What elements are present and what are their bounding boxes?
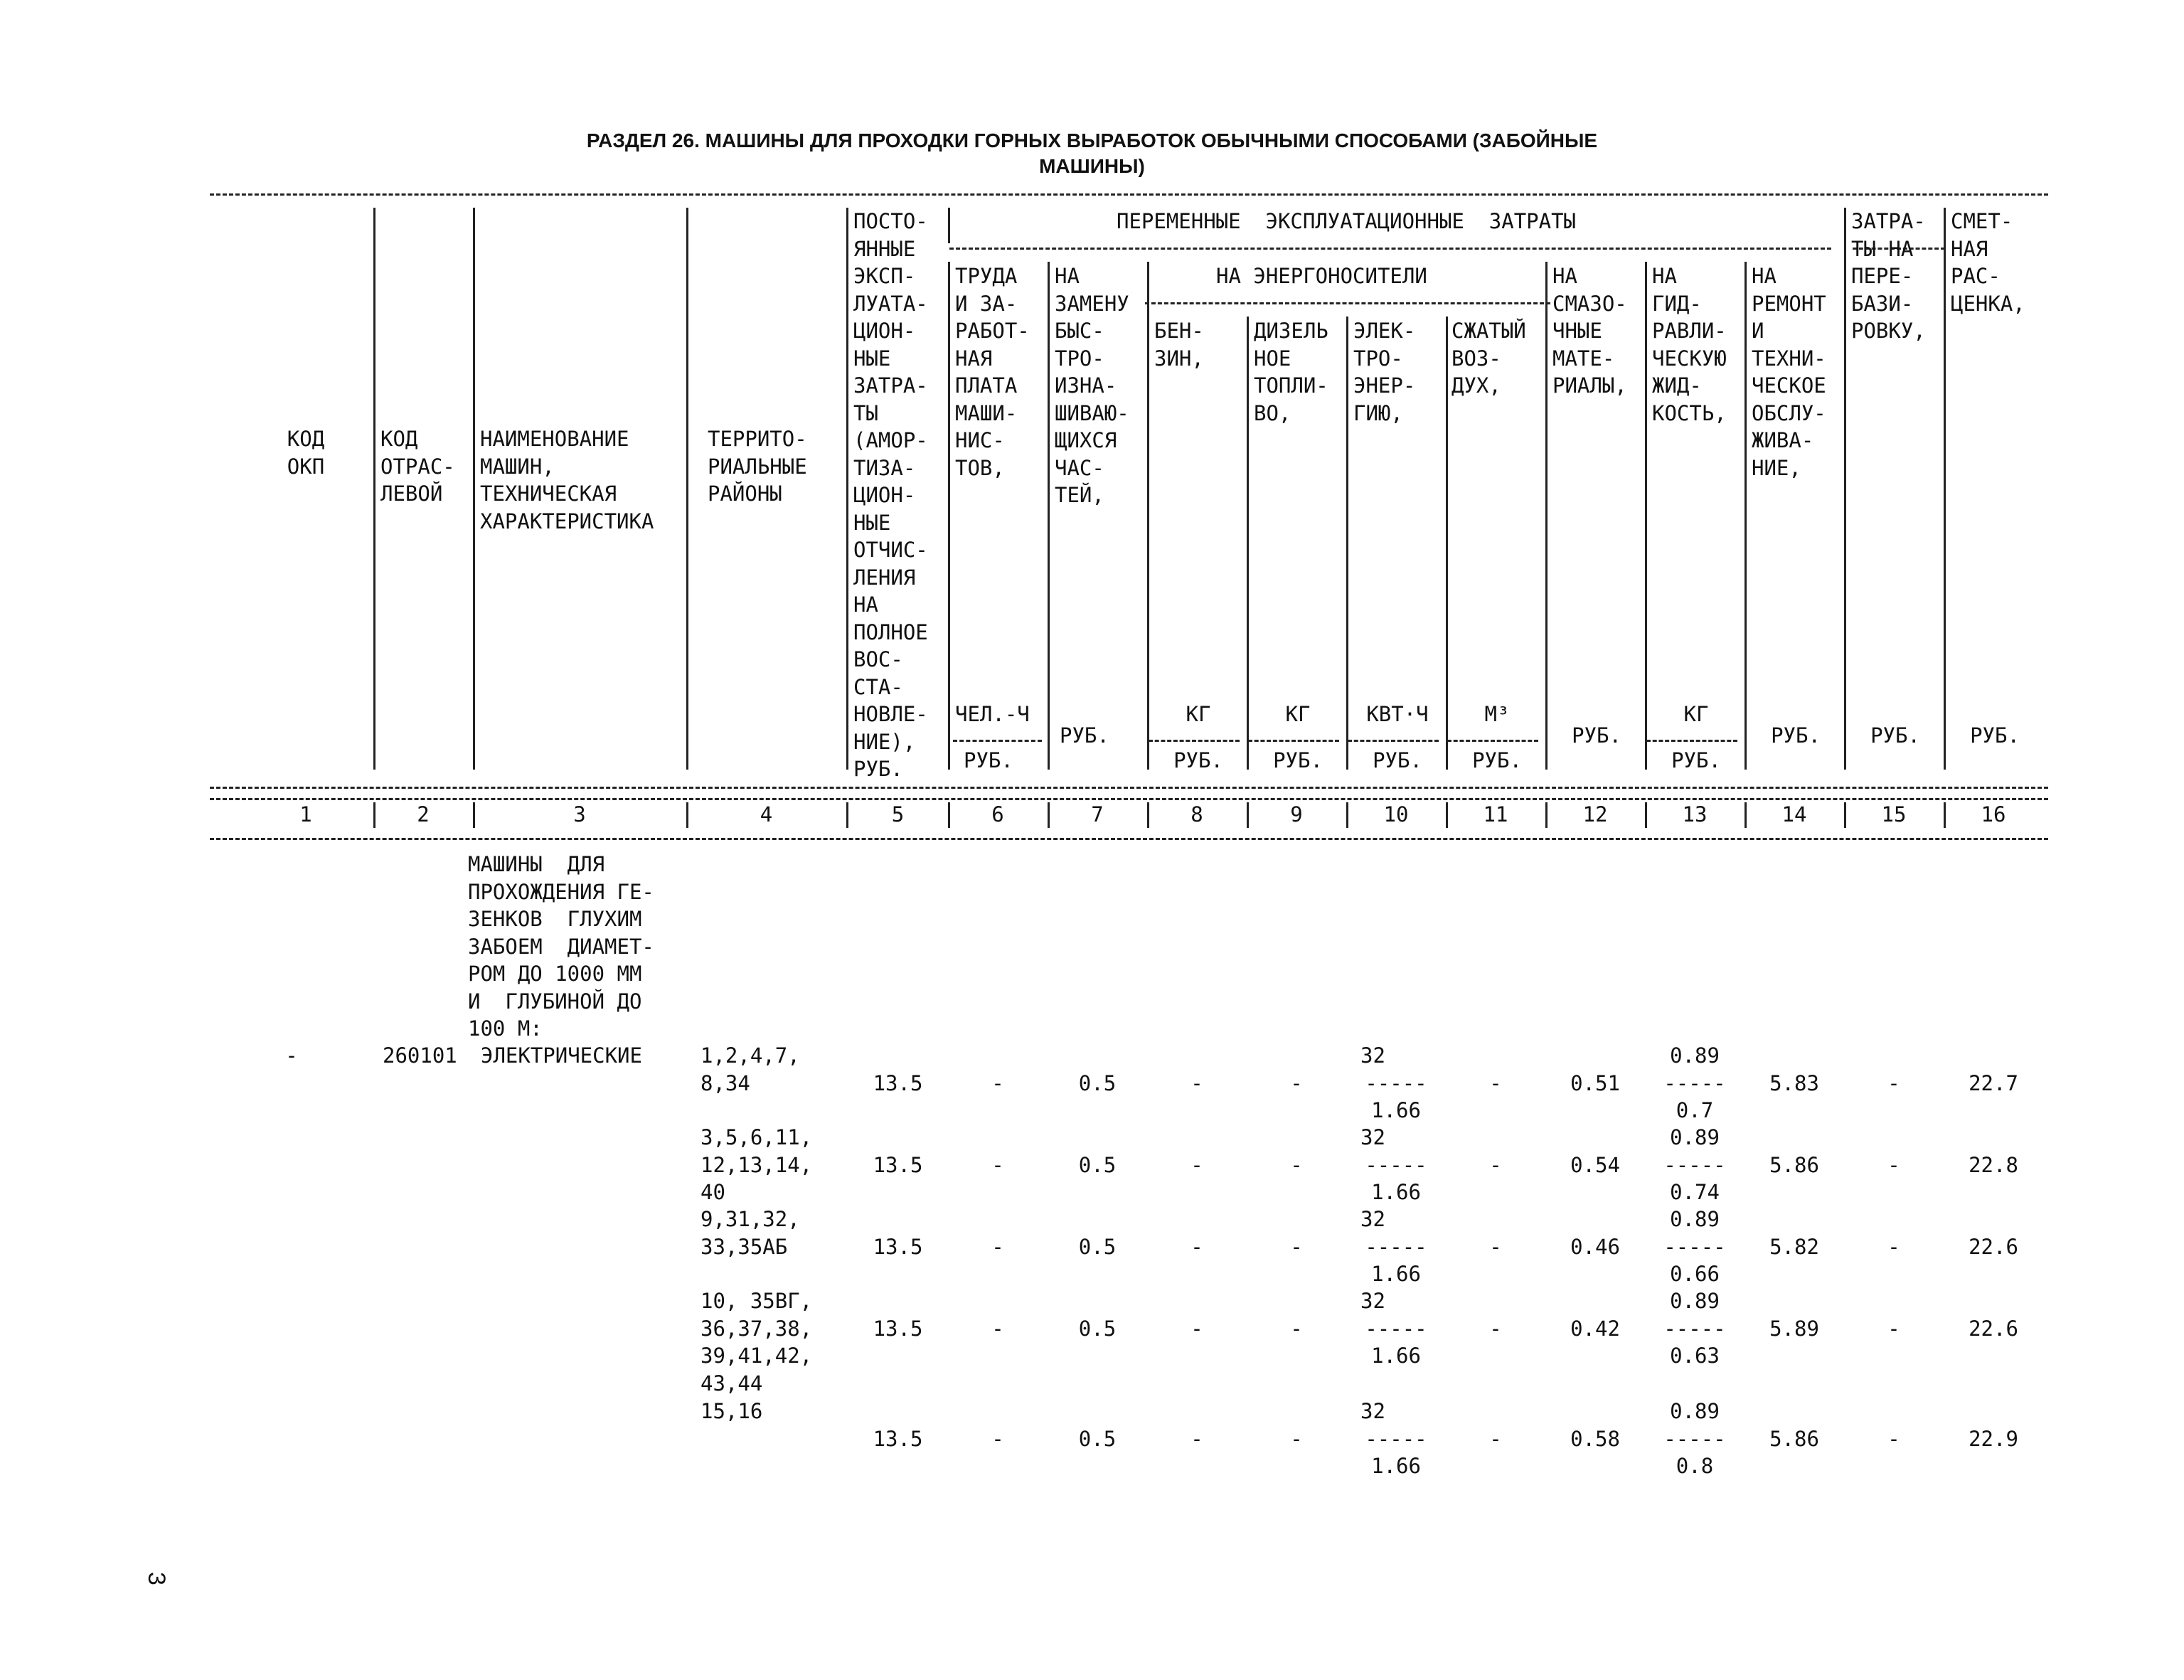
row-benzin: - [1190, 1070, 1203, 1095]
colnum-13: 13 [1682, 802, 1708, 826]
colnum-sep [1545, 802, 1548, 828]
row-remont: 5.83 [1769, 1070, 1819, 1095]
row-gidr-dash: ----- [1663, 1234, 1726, 1259]
row-elektro-bot: 1.66 [1371, 1262, 1421, 1286]
row-elektro-bot: 1.66 [1371, 1454, 1421, 1478]
row-smeta: 22.9 [1969, 1426, 2018, 1451]
hdr-benzin-rub: РУБ. [1173, 748, 1223, 772]
hdr-benzin: БЕН- ЗИН, [1154, 319, 1204, 371]
row-pereb: - [1887, 1426, 1900, 1451]
row-elektro-bot: 1.66 [1371, 1344, 1421, 1368]
benzin-unit-rule [1149, 740, 1240, 742]
col-sep-1 [373, 208, 375, 770]
colnum-11: 11 [1483, 802, 1508, 826]
row-regions: 3,5,6,11, 12,13,14, 40 [701, 1125, 813, 1204]
hdr-smeta: СМЕТ- НАЯ РАС- ЦЕНКА, [1951, 209, 2025, 316]
energo-sub-rule [1145, 302, 1550, 304]
hdr-dizel: ДИЗЕЛЬ НОЕ ТОПЛИ- ВО, [1254, 319, 1328, 425]
hdr-elektro-rub: РУБ. [1373, 748, 1422, 772]
dizel-unit-rule [1248, 740, 1339, 742]
row-gidr-top: 0.89 [1670, 1043, 1720, 1068]
row-zamena: 0.5 [1078, 1316, 1117, 1341]
row-benzin: - [1190, 1426, 1203, 1451]
gidr-unit-rule [1646, 740, 1737, 742]
hdr-zamena-unit: РУБ. [1060, 723, 1109, 748]
item-kod-otr: 260101 [383, 1043, 457, 1068]
hdr-truda-unit: ЧЕЛ.-Ч [955, 702, 1030, 726]
row-smaz: 0.58 [1570, 1426, 1620, 1451]
row-regions: 1,2,4,7, 8,34 [701, 1043, 800, 1095]
group-title: МАШИНЫ ДЛЯ ПРОХОЖДЕНИЯ ГЕ- ЗЕНКОВ ГЛУХИМ ЗАБОЕМ ДИАМЕТ- РОМ ДО 1000 ММ И ГЛУБИНОЙ ДО 100 М: [468, 852, 654, 1041]
elektro-unit-rule [1348, 740, 1439, 742]
row-elektro-dash: ----- [1365, 1070, 1427, 1095]
colnum-16: 16 [1981, 802, 2006, 826]
colnum-8: 8 [1190, 802, 1203, 826]
row-remont: 5.82 [1769, 1234, 1819, 1259]
hdr-gidr: НА ГИД- РАВЛИ- ЧЕСКУЮ ЖИД- КОСТЬ, [1652, 264, 1727, 425]
hdr-gidr-unit: КГ [1683, 702, 1709, 726]
row-post: 13.5 [873, 1234, 923, 1259]
col-sep-6 [1048, 262, 1050, 770]
row-dizel: - [1290, 1426, 1303, 1451]
row-gidr-bot: 0.7 [1676, 1098, 1714, 1122]
row-gidr-dash: ----- [1663, 1316, 1726, 1341]
row-gidr-dash: ----- [1663, 1070, 1726, 1095]
col-sep-9 [1346, 317, 1348, 770]
perem-sub-rule [949, 248, 1831, 250]
colnum-4: 4 [760, 802, 773, 826]
row-vozduh: - [1489, 1316, 1502, 1341]
row-pereb: - [1887, 1234, 1900, 1259]
row-regions: 10, 35ВГ, 36,37,38, 39,41,42, 43,44 [701, 1289, 813, 1395]
row-dizel: - [1290, 1234, 1303, 1259]
row-pereb: - [1887, 1152, 1900, 1177]
header-bottom-rule [210, 787, 2048, 789]
hdr-truda: ТРУДА И ЗА- РАБОТ- НАЯ ПЛАТА МАШИ- НИС- ТОВ, [955, 264, 1030, 480]
hdr-vozduh-rub: РУБ. [1472, 748, 1522, 772]
row-gidr-top: 0.89 [1670, 1125, 1720, 1149]
col-sep-13 [1744, 262, 1747, 770]
hdr-pereb-unit: РУБ. [1870, 723, 1920, 748]
row-truda: - [991, 1426, 1004, 1451]
colnum-sep [1944, 802, 1946, 828]
row-post: 13.5 [873, 1316, 923, 1341]
col-sep-12 [1645, 262, 1647, 770]
row-regions: 15,16 [701, 1399, 763, 1423]
row-post: 13.5 [873, 1070, 923, 1095]
hdr-vozduh-unit: М³ [1484, 702, 1510, 726]
row-smeta: 22.6 [1969, 1316, 2018, 1341]
hdr-zamena: НА ЗАМЕНУ БЫС- ТРО- ИЗНА- ШИВАЮ- ЩИХСЯ ЧАС- ТЕЙ, [1055, 264, 1129, 507]
row-post: 13.5 [873, 1426, 923, 1451]
colnum-6: 6 [991, 802, 1004, 826]
row-zamena: 0.5 [1078, 1070, 1117, 1095]
hdr-post: ПОСТО- ЯННЫЕ ЭКСП- ЛУАТА- ЦИОН- НЫЕ ЗАТРА- ТЫ (АМОР- ТИЗА- ЦИОН- НЫЕ ОТЧИС- ЛЕНИЯ НА ПОЛНОЕ ВОС- СТА- НОВЛЕ- НИЕ), РУБ. [853, 209, 928, 781]
col-sep-5a [948, 208, 950, 243]
hdr-smaz: НА СМАЗО- ЧНЫЕ МАТЕ- РИАЛЫ, [1552, 264, 1627, 398]
row-smeta: 22.8 [1969, 1152, 2018, 1177]
colnum-12: 12 [1582, 802, 1608, 826]
hdr-energo: НА ЭНЕРГОНОСИТЕЛИ [1216, 264, 1427, 288]
colnum-sep [1744, 802, 1747, 828]
colnum-sep [1247, 802, 1249, 828]
colnum-sep [473, 802, 475, 828]
col-sep-8 [1247, 317, 1249, 770]
row-gidr-bot: 0.63 [1670, 1344, 1720, 1368]
hdr-perem: ПЕРЕМЕННЫЕ ЭКСПЛУАТАЦИОННЫЕ ЗАТРАТЫ [1117, 209, 1577, 233]
col-sep-15 [1944, 208, 1946, 770]
colnum-sep [1346, 802, 1348, 828]
colnum-14: 14 [1781, 802, 1807, 826]
row-elektro-top: 32 [1360, 1289, 1385, 1313]
row-truda: - [991, 1316, 1004, 1341]
hdr-smaz-unit: РУБ. [1572, 723, 1621, 748]
row-smeta: 22.7 [1969, 1070, 2018, 1095]
header-top-rule [210, 193, 2048, 196]
row-benzin: - [1190, 1152, 1203, 1177]
row-dizel: - [1290, 1152, 1303, 1177]
row-gidr-top: 0.89 [1670, 1207, 1720, 1231]
row-zamena: 0.5 [1078, 1426, 1117, 1451]
hdr-elektro-unit: КВТ·Ч [1366, 702, 1429, 726]
row-elektro-bot: 1.66 [1371, 1180, 1421, 1204]
hdr-naim: НАИМЕНОВАНИЕ МАШИН, ТЕХНИЧЕСКАЯ ХАРАКТЕРИСТИКА [480, 427, 654, 533]
hdr-dizel-unit: КГ [1285, 702, 1311, 726]
col-sep-11 [1545, 262, 1548, 770]
hdr-kod-okp: КОД ОКП [287, 427, 325, 479]
hdr-terr: ТЕРРИТО- РИАЛЬНЫЕ РАЙОНЫ [708, 427, 807, 506]
col-sep-2 [473, 208, 475, 770]
row-regions: 9,31,32, 33,35АБ [701, 1207, 800, 1259]
page-number: 3 [142, 1572, 170, 1585]
row-truda: - [991, 1070, 1004, 1095]
row-vozduh: - [1489, 1070, 1502, 1095]
hdr-gidr-rub: РУБ. [1671, 748, 1721, 772]
hdr-smeta-unit: РУБ. [1970, 723, 2020, 748]
colnum-1: 1 [299, 802, 312, 826]
row-elektro-dash: ----- [1365, 1426, 1427, 1451]
row-gidr-dash: ----- [1663, 1152, 1726, 1177]
colnum-sep [948, 802, 950, 828]
row-remont: 5.89 [1769, 1316, 1819, 1341]
row-smaz: 0.51 [1570, 1070, 1620, 1095]
vozduh-unit-rule [1447, 740, 1538, 742]
colnum-5: 5 [891, 802, 905, 826]
row-vozduh: - [1489, 1426, 1502, 1451]
hdr-elektro: ЭЛЕК- ТРО- ЭНЕР- ГИЮ, [1353, 319, 1416, 425]
col-sep-5b [948, 262, 950, 770]
row-elektro-top: 32 [1360, 1207, 1385, 1231]
colnum-sep [686, 802, 688, 828]
row-elektro-dash: ----- [1365, 1316, 1427, 1341]
colnum-bottom-rule [210, 838, 2048, 840]
colnum-7: 7 [1091, 802, 1104, 826]
row-vozduh: - [1489, 1152, 1502, 1177]
colnum-15: 15 [1881, 802, 1907, 826]
colnum-sep [1446, 802, 1448, 828]
section-title-line1: РАЗДЕЛ 26. МАШИНЫ ДЛЯ ПРОХОДКИ ГОРНЫХ ВЫРАБОТОК ОБЫЧНЫМИ СПОСОБАМИ (ЗАБОЙНЫЕ [586, 129, 1598, 151]
colnum-10: 10 [1383, 802, 1409, 826]
col-sep-3 [686, 208, 688, 770]
col-sep-4 [846, 208, 848, 770]
colnum-sep [1147, 802, 1149, 828]
col-sep-10 [1446, 317, 1448, 770]
row-smaz: 0.54 [1570, 1152, 1620, 1177]
row-zamena: 0.5 [1078, 1152, 1117, 1177]
row-elektro-dash: ----- [1365, 1152, 1427, 1177]
row-elektro-dash: ----- [1365, 1234, 1427, 1259]
row-gidr-top: 0.89 [1670, 1289, 1720, 1313]
hdr-benzin-unit: КГ [1186, 702, 1211, 726]
row-zamena: 0.5 [1078, 1234, 1117, 1259]
row-gidr-bot: 0.8 [1676, 1454, 1714, 1478]
col-sep-7 [1147, 262, 1149, 770]
row-smaz: 0.42 [1570, 1316, 1620, 1341]
colnum-3: 3 [573, 802, 586, 826]
row-pereb: - [1887, 1070, 1900, 1095]
hdr-dizel-rub: РУБ. [1273, 748, 1323, 772]
row-benzin: - [1190, 1234, 1203, 1259]
truda-unit-rule [953, 740, 1042, 742]
row-post: 13.5 [873, 1152, 923, 1177]
row-elektro-top: 32 [1360, 1125, 1385, 1149]
row-elektro-top: 32 [1360, 1399, 1385, 1423]
colnum-sep [373, 802, 375, 828]
item-name: ЭЛЕКТРИЧЕСКИЕ [481, 1043, 642, 1068]
hdr-pereb: ЗАТРА- ТЫ НА ПЕРЕ- БАЗИ- РОВКУ, [1851, 209, 1926, 343]
section-title-line2: МАШИНЫ) [1039, 155, 1145, 177]
col-sep-14 [1844, 208, 1846, 770]
item-kod-okp: - [285, 1043, 298, 1068]
row-gidr-dash: ----- [1663, 1426, 1726, 1451]
row-smaz: 0.46 [1570, 1234, 1620, 1259]
colnum-2: 2 [417, 802, 430, 826]
colnum-sep [846, 802, 848, 828]
colnum-sep [1645, 802, 1647, 828]
row-elektro-bot: 1.66 [1371, 1098, 1421, 1122]
colnum-sep [1844, 802, 1846, 828]
hdr-vozduh: СЖАТЫЙ ВОЗ- ДУХ, [1451, 319, 1526, 398]
row-truda: - [991, 1152, 1004, 1177]
hdr-remont-unit: РУБ. [1771, 723, 1821, 748]
row-truda: - [991, 1234, 1004, 1259]
colnum-sep [1048, 802, 1050, 828]
colnum-top-rule [210, 798, 2048, 800]
row-remont: 5.86 [1769, 1426, 1819, 1451]
row-gidr-bot: 0.74 [1670, 1180, 1720, 1204]
row-gidr-top: 0.89 [1670, 1399, 1720, 1423]
row-benzin: - [1190, 1316, 1203, 1341]
row-remont: 5.86 [1769, 1152, 1819, 1177]
row-elektro-top: 32 [1360, 1043, 1385, 1068]
row-dizel: - [1290, 1316, 1303, 1341]
row-pereb: - [1887, 1316, 1900, 1341]
row-gidr-bot: 0.66 [1670, 1262, 1720, 1286]
row-vozduh: - [1489, 1234, 1502, 1259]
colnum-9: 9 [1290, 802, 1303, 826]
row-smeta: 22.6 [1969, 1234, 2018, 1259]
hdr-kod-otr: КОД ОТРАС- ЛЕВОЙ [380, 427, 455, 506]
hdr-remont: НА РЕМОНТ И ТЕХНИ- ЧЕСКОЕ ОБСЛУ- ЖИВА- НИЕ, [1752, 264, 1826, 480]
row-dizel: - [1290, 1070, 1303, 1095]
hdr-truda-unit2: РУБ. [964, 748, 1013, 772]
